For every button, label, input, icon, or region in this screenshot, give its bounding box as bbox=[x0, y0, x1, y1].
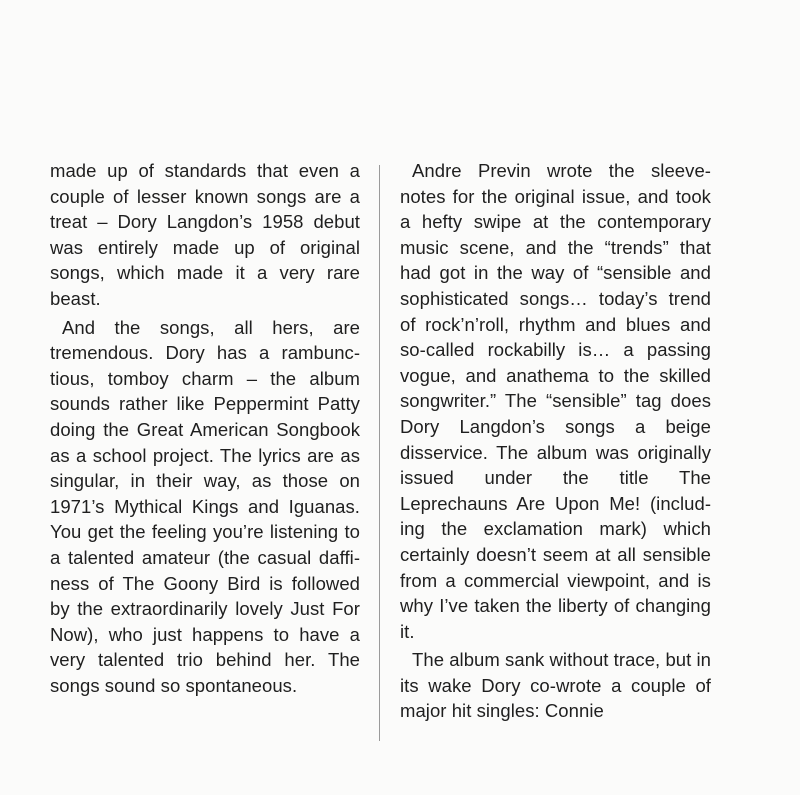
right-paragraph-2: The album sank without trace, but in its wake Dory co-wrote a couple of major hit singles: Connie bbox=[400, 649, 711, 722]
right-text-column bbox=[400, 158, 711, 724]
left-paragraph-1: made up of standards that even a couple of lesser known songs are a treat – Dory Langdon’s 1958 debut was entirely made up of original songs, which made it a very rare beast. bbox=[50, 160, 360, 309]
column-divider bbox=[379, 165, 380, 741]
left-text-column bbox=[50, 158, 360, 698]
right-paragraph-1: Andre Previn wrote the sleeve-notes for the original issue, and took a hefty swipe at the contemporary music scene, and the “trends” that had got in the way of “sensible and sophisticated songs… today’s trend of rock’n’roll, rhythm and blues and so-called rockabilly is… a passing vogue, and anathema to the skilled songwriter.” The “sensible” tag does Dory Langdon’s songs a beige disservice. The album was originally issued under the title The Leprechauns Are Upon Me! (including the exclamation mark) which certainly doesn’t seem at all sensible from a commercial viewpoint, and is why I’ve taken the liberty of changing it. bbox=[400, 160, 711, 642]
left-paragraph-2: And the songs, all hers, are tremendous. Dory has a rambunctious, tomboy charm – the album sounds rather like Peppermint Patty doing the Great American Songbook as a school project. The lyrics are as singular, in their way, as those on 1971’s Mythical Kings and Iguanas. You get the feeling you’re listening to a talented amateur (the casual daffiness of The Goony Bird is followed by the extraordinarily lovely Just For Now), who just happens to have a very talented trio behind her. The songs sound so spontaneous. bbox=[50, 316, 360, 696]
